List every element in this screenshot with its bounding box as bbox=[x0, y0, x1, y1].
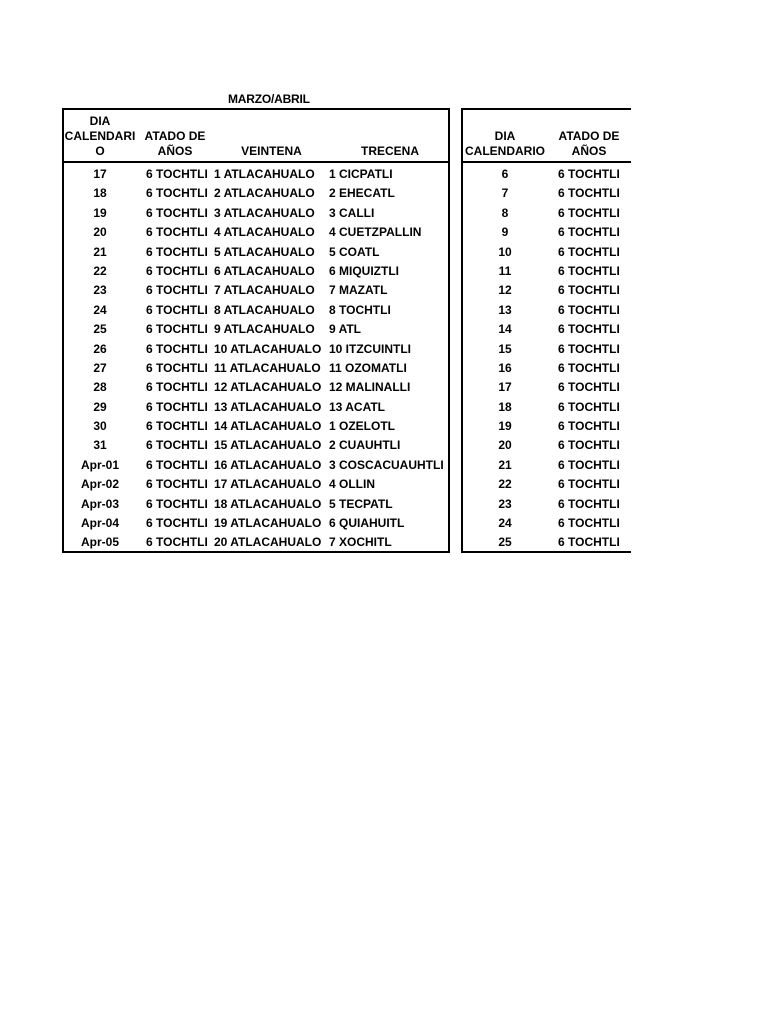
cell-atado: 6 TOCHTLI bbox=[146, 263, 208, 278]
cell-atado: 6 TOCHTLI bbox=[558, 419, 620, 434]
table-row bbox=[64, 243, 448, 262]
cell-trecena: 3 COSCACUAUHTLI bbox=[329, 457, 444, 472]
cell-trecena: 5 TECPATL bbox=[329, 496, 393, 511]
cell-dia: 12 bbox=[498, 283, 512, 298]
cell-dia: 17 bbox=[498, 380, 512, 395]
table-body bbox=[463, 165, 631, 553]
cell-dia: 29 bbox=[93, 399, 107, 414]
cell-dia: 25 bbox=[498, 535, 512, 550]
calendar-table-marzo bbox=[62, 108, 450, 553]
cell-trecena: 8 TOCHTLI bbox=[329, 302, 391, 317]
table-row bbox=[64, 359, 448, 378]
table-row bbox=[463, 340, 631, 359]
cell-dia: 17 bbox=[93, 167, 107, 181]
cell-dia: Apr-02 bbox=[80, 477, 119, 492]
cell-atado: 6 TOCHTLI bbox=[558, 244, 620, 259]
cell-dia: 19 bbox=[498, 419, 512, 434]
cell-veintena: 9 ATLACAHUALO bbox=[214, 322, 315, 337]
cell-atado: 6 TOCHTLI bbox=[146, 205, 208, 220]
header-dia-calendario: DIA CALENDARIO bbox=[465, 129, 545, 158]
cell-atado: 6 TOCHTLI bbox=[558, 477, 620, 492]
cell-dia: 9 bbox=[501, 225, 509, 240]
cell-atado: 6 TOCHTLI bbox=[146, 244, 208, 259]
cell-veintena: 4 ATLACAHUALO bbox=[214, 225, 315, 240]
header-atado-de-anos: ATADO DE AÑOS bbox=[558, 129, 620, 158]
cell-veintena: 2 ATLACAHUALO bbox=[214, 186, 315, 201]
cell-veintena: 18 ATLACAHUALO bbox=[214, 496, 322, 511]
table-header bbox=[463, 110, 631, 163]
cell-atado: 6 TOCHTLI bbox=[558, 496, 620, 511]
table-row bbox=[463, 301, 631, 320]
cell-dia: 8 bbox=[501, 205, 509, 220]
cell-atado: 6 TOCHTLI bbox=[146, 302, 208, 317]
cell-trecena: 10 ITZCUINTLI bbox=[329, 341, 412, 356]
table-row bbox=[463, 204, 631, 223]
cell-veintena: 6 ATLACAHUALO bbox=[214, 263, 315, 278]
table-row bbox=[64, 165, 448, 184]
cell-dia: 30 bbox=[93, 419, 107, 434]
header-dia-calendario: DIA CALENDARI O bbox=[64, 114, 136, 158]
table-row bbox=[64, 223, 448, 242]
cell-trecena: 4 OLLIN bbox=[329, 477, 376, 492]
cell-dia: 24 bbox=[498, 516, 512, 531]
table-row bbox=[64, 533, 448, 552]
cell-trecena: 11 OZOMATLI bbox=[329, 360, 407, 375]
cell-atado: 6 TOCHTLI bbox=[146, 283, 208, 298]
table-row bbox=[463, 243, 631, 262]
cell-dia: 14 bbox=[498, 322, 512, 337]
cell-veintena: 5 ATLACAHUALO bbox=[214, 244, 315, 259]
table-header bbox=[64, 110, 448, 163]
table-row bbox=[64, 204, 448, 223]
cell-dia: 18 bbox=[498, 399, 512, 414]
cell-atado: 6 TOCHTLI bbox=[558, 535, 620, 550]
cell-veintena: 14 ATLACAHUALO bbox=[214, 419, 322, 434]
cell-veintena: 13 ATLACAHUALO bbox=[214, 399, 322, 414]
table-row bbox=[64, 436, 448, 455]
table-row bbox=[64, 475, 448, 494]
cell-atado: 6 TOCHTLI bbox=[558, 225, 620, 240]
cell-dia: 16 bbox=[498, 360, 512, 375]
table-row bbox=[64, 495, 448, 514]
table-body bbox=[64, 165, 448, 553]
cell-atado: 6 TOCHTLI bbox=[558, 399, 620, 414]
cell-veintena: 12 ATLACAHUALO bbox=[214, 380, 322, 395]
cell-dia: Apr-03 bbox=[80, 496, 119, 511]
table-row bbox=[463, 495, 631, 514]
cell-atado: 6 TOCHTLI bbox=[146, 516, 208, 531]
cell-dia: 20 bbox=[498, 438, 512, 453]
cell-atado: 6 TOCHTLI bbox=[558, 360, 620, 375]
cell-atado: 6 TOCHTLI bbox=[558, 322, 620, 337]
cell-atado: 6 TOCHTLI bbox=[146, 477, 208, 492]
cell-atado: 6 TOCHTLI bbox=[146, 341, 208, 356]
cell-dia: 10 bbox=[498, 244, 512, 259]
cell-dia: 27 bbox=[93, 360, 107, 375]
cell-atado: 6 TOCHTLI bbox=[146, 457, 208, 472]
cell-atado: 6 TOCHTLI bbox=[558, 516, 620, 531]
header-veintena: VEINTENA bbox=[241, 144, 302, 158]
table-row bbox=[64, 184, 448, 203]
cell-veintena: 11 ATLACAHUALO bbox=[214, 360, 321, 375]
cell-veintena: 17 ATLACAHUALO bbox=[214, 477, 322, 492]
cell-atado: 6 TOCHTLI bbox=[146, 225, 208, 240]
cell-trecena: 1 CICPATLI bbox=[329, 167, 393, 181]
cell-dia: Apr-05 bbox=[80, 535, 119, 550]
cell-atado: 6 TOCHTLI bbox=[146, 419, 208, 434]
cell-veintena: 16 ATLACAHUALO bbox=[214, 457, 322, 472]
cell-veintena: 19 ATLACAHUALO bbox=[214, 516, 322, 531]
cell-atado: 6 TOCHTLI bbox=[558, 302, 620, 317]
cell-dia: 23 bbox=[498, 496, 512, 511]
table-row bbox=[64, 262, 448, 281]
table-row bbox=[463, 262, 631, 281]
cell-atado: 6 TOCHTLI bbox=[558, 263, 620, 278]
cell-atado: 6 TOCHTLI bbox=[146, 399, 208, 414]
table-row bbox=[463, 436, 631, 455]
table-row bbox=[463, 320, 631, 339]
header-atado-de-anos: ATADO DE AÑOS bbox=[144, 129, 206, 158]
table-row bbox=[64, 340, 448, 359]
cell-dia: 6 bbox=[501, 167, 509, 181]
table-row bbox=[463, 533, 631, 552]
cell-dia: 20 bbox=[93, 225, 107, 240]
cell-atado: 6 TOCHTLI bbox=[558, 186, 620, 201]
table-row bbox=[64, 320, 448, 339]
table-row bbox=[463, 398, 631, 417]
cell-dia: 18 bbox=[93, 186, 107, 201]
table-row bbox=[64, 456, 448, 475]
cell-dia: 24 bbox=[93, 302, 107, 317]
cell-dia: 21 bbox=[498, 457, 512, 472]
cell-dia: 31 bbox=[93, 438, 107, 453]
table-row bbox=[64, 281, 448, 300]
cell-atado: 6 TOCHTLI bbox=[558, 341, 620, 356]
cell-atado: 6 TOCHTLI bbox=[558, 380, 620, 395]
cell-trecena: 12 MALINALLI bbox=[329, 380, 411, 395]
table-row bbox=[463, 223, 631, 242]
cell-trecena: 5 COATL bbox=[329, 244, 380, 259]
cell-trecena: 4 CUETZPALLIN bbox=[329, 225, 422, 240]
cell-trecena: 7 MAZATL bbox=[329, 283, 388, 298]
cell-veintena: 3 ATLACAHUALO bbox=[214, 205, 315, 220]
cell-veintena: 7 ATLACAHUALO bbox=[214, 283, 315, 298]
cell-dia: 28 bbox=[93, 380, 107, 395]
cell-trecena: 6 MIQUIZTLI bbox=[329, 263, 399, 278]
sheet-title: MARZO/ABRIL bbox=[228, 92, 310, 106]
cell-atado: 6 TOCHTLI bbox=[558, 457, 620, 472]
cell-atado: 6 TOCHTLI bbox=[146, 535, 208, 550]
cell-dia: 13 bbox=[498, 302, 512, 317]
cell-dia: 11 bbox=[498, 263, 512, 278]
table-row bbox=[463, 165, 631, 184]
cell-atado: 6 TOCHTLI bbox=[558, 205, 620, 220]
cell-trecena: 6 QUIAHUITL bbox=[329, 516, 405, 531]
table-row bbox=[463, 184, 631, 203]
cell-dia: 22 bbox=[93, 263, 107, 278]
table-row bbox=[463, 359, 631, 378]
cell-veintena: 15 ATLACAHUALO bbox=[214, 438, 322, 453]
cell-atado: 6 TOCHTLI bbox=[558, 167, 620, 181]
cell-atado: 6 TOCHTLI bbox=[146, 186, 208, 201]
cell-dia: 15 bbox=[498, 341, 512, 356]
cell-dia: 19 bbox=[93, 205, 107, 220]
cell-trecena: 1 OZELOTL bbox=[329, 419, 395, 434]
cell-dia: 21 bbox=[93, 244, 107, 259]
cell-dia: Apr-04 bbox=[80, 516, 119, 531]
cell-trecena: 7 XOCHITL bbox=[329, 535, 392, 550]
table-row bbox=[64, 378, 448, 397]
cell-dia: 26 bbox=[93, 341, 107, 356]
cell-veintena: 1 ATLACAHUALO bbox=[214, 167, 315, 181]
cell-trecena: 13 ACATL bbox=[329, 399, 386, 414]
table-row bbox=[463, 514, 631, 533]
cell-dia: 23 bbox=[93, 283, 107, 298]
table-row bbox=[463, 475, 631, 494]
cell-trecena: 9 ATL bbox=[329, 322, 361, 337]
table-row bbox=[64, 301, 448, 320]
calendar-table-continuation bbox=[461, 108, 631, 553]
cell-trecena: 2 CUAUHTLI bbox=[329, 438, 401, 453]
table-row bbox=[463, 417, 631, 436]
cell-veintena: 8 ATLACAHUALO bbox=[214, 302, 315, 317]
table-row bbox=[463, 281, 631, 300]
cell-dia: 22 bbox=[498, 477, 512, 492]
header-trecena: TRECENA bbox=[360, 144, 419, 158]
cell-atado: 6 TOCHTLI bbox=[558, 283, 620, 298]
cell-atado: 6 TOCHTLI bbox=[146, 322, 208, 337]
cell-veintena: 10 ATLACAHUALO bbox=[214, 341, 322, 356]
cell-atado: 6 TOCHTLI bbox=[146, 167, 208, 181]
cell-dia: 25 bbox=[93, 322, 107, 337]
cell-atado: 6 TOCHTLI bbox=[146, 438, 208, 453]
cell-veintena: 20 ATLACAHUALO bbox=[214, 535, 322, 550]
cell-trecena: 3 CALLI bbox=[329, 205, 375, 220]
table-row bbox=[64, 398, 448, 417]
table-row bbox=[463, 378, 631, 397]
cell-atado: 6 TOCHTLI bbox=[146, 360, 208, 375]
table-row bbox=[64, 417, 448, 436]
cell-atado: 6 TOCHTLI bbox=[146, 496, 208, 511]
cell-dia: 7 bbox=[501, 186, 509, 201]
table-row bbox=[463, 456, 631, 475]
cell-atado: 6 TOCHTLI bbox=[558, 438, 620, 453]
table-row bbox=[64, 514, 448, 533]
cell-dia: Apr-01 bbox=[80, 457, 119, 472]
cell-trecena: 2 EHECATL bbox=[329, 186, 395, 201]
cell-atado: 6 TOCHTLI bbox=[146, 380, 208, 395]
